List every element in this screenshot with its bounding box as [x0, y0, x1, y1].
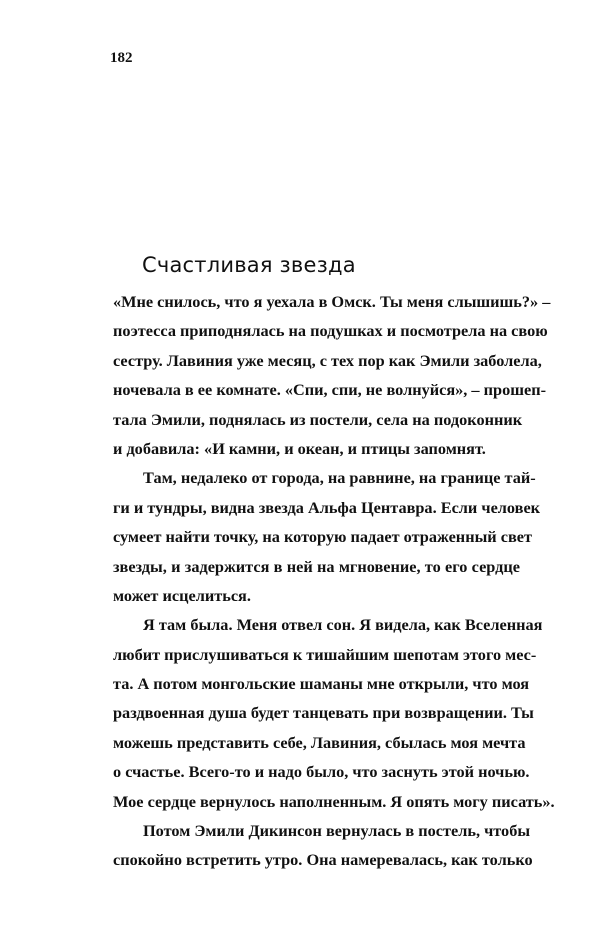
text-line: и добавила: «И камни, и океан, и птицы запомнят. [113, 438, 486, 458]
text-line: ги и тундры, видна звезда Альфа Центавра. Если человек [113, 497, 541, 517]
text-line: ночевала в ее комнате. «Спи, спи, не волнуйся», – прошеп- [113, 380, 546, 400]
text-line: любит прислушиваться к тишайшим шепотам этого мес- [113, 644, 537, 664]
text-line: спокойно встретить утро. Она намеревалась, как только [113, 850, 533, 870]
text-line: Мое сердце вернулось наполненным. Я опять могу писать». [113, 791, 555, 811]
text-line: может исцелиться. [113, 585, 251, 605]
text-line: Я там была. Меня отвел сон. Я видела, как Вселенная [143, 615, 543, 635]
chapter-title: Счастливая звезда [142, 253, 356, 277]
text-line: Там, недалеко от города, на равнине, на границе тай- [143, 468, 536, 488]
text-line: тала Эмили, поднялась из постели, села на подоконник [113, 409, 523, 429]
text-line: Потом Эмили Дикинсон вернулась в постель, чтобы [143, 821, 531, 841]
text-line: можешь представить себе, Лавиния, сбылась моя мечта [113, 732, 526, 752]
text-line: та. А потом монгольские шаманы мне открыли, что моя [113, 674, 530, 694]
text-line: раздвоенная душа будет танцевать при возвращении. Ты [113, 703, 534, 723]
text-line: сумеет найти точку, на которую падает отраженный свет [113, 527, 532, 547]
page-number: 182 [110, 50, 133, 66]
text-line: о счастье. Всего-то и надо было, что заснуть этой ночью. [113, 762, 530, 782]
text-line: «Мне снилось, что я уехала в Омск. Ты меня слышишь?» – [113, 292, 551, 311]
body-text [113, 287, 555, 875]
text-line: поэтесса приподнялась на подушках и посмотрела на свою [113, 321, 548, 341]
text-line: сестру. Лавиния уже месяц, с тех пор как Эмили заболела, [113, 350, 542, 370]
text-line: звезды, и задержится в ней на мгновение, то его сердце [113, 556, 520, 576]
